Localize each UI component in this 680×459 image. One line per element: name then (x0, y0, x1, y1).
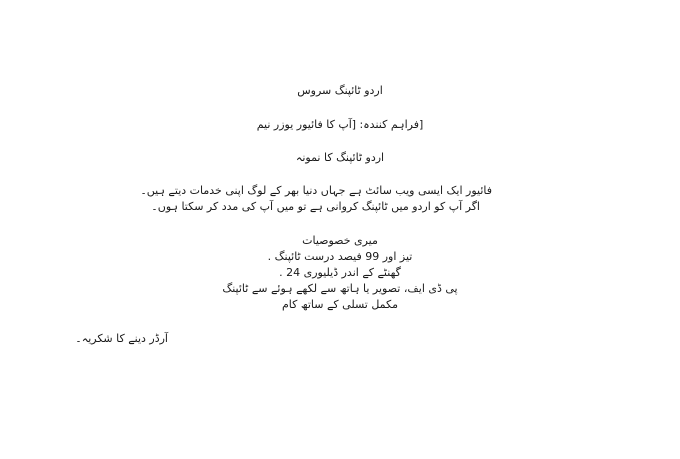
provider-line: [فراہم کنندہ: [آپ کا فائیور یوزر نیم (256, 118, 424, 131)
feature-item-3: پی ڈی ایف، تصویر یا ہاتھ سے لکھے ہوئے سے ٹائپنگ (222, 282, 458, 295)
feature-item-2: گھنٹے کے اندر ڈیلیوری 24 . (279, 266, 401, 279)
feature-item-4: مکمل تسلی کے ساتھ کام (282, 298, 398, 311)
feature-item-1: تیز اور 99 فیصد درست ٹائپنگ . (267, 250, 413, 263)
sample-heading: اردو ٹائپنگ کا نمونہ (295, 151, 385, 164)
document-title: اردو ٹائپنگ سروس (297, 84, 383, 97)
intro-line-2: اگر آپ کو اردو میں ٹائپنگ کروانی ہے تو میں آپ کی مدد کر سکتا ہوں۔ (151, 200, 480, 213)
features-heading: میری خصوصیات (302, 234, 378, 247)
intro-line-1: فائیور ایک ایسی ویب سائٹ ہے جہاں دنیا بھر کے لوگ اپنی خدمات دیتے ہیں۔ (140, 184, 492, 197)
closing-line: آرڈر دینے کا شکریہ۔ (75, 332, 168, 345)
